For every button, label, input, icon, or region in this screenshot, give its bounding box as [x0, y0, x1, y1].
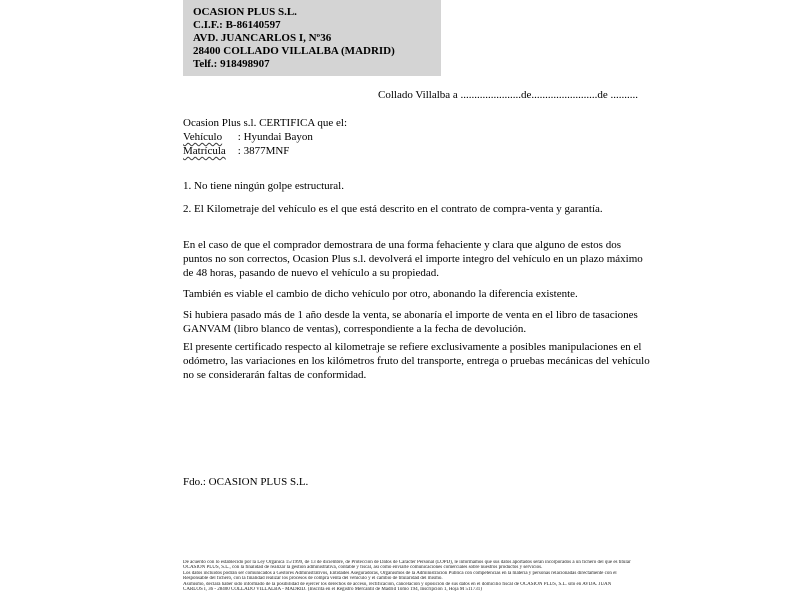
paragraph-ganvam: Si hubiera pasado más de 1 año desde la venta, se abonaría el importe de venta en el libro de tasaciones GANVAM (libro blanco de ventas), correspondiente a la fecha de devolución.	[183, 309, 638, 335]
certifies-line: Ocasion Plus s.l. CERTIFICA que el:	[183, 117, 348, 129]
phone-line: Telf.: 918498907	[193, 58, 270, 70]
plate-label: Matrícula	[183, 145, 226, 157]
legal-line: De acuerdo con lo establecido por la Ley Orgánica 15/1999, de 13 de diciembre, de Protección de Datos de Carácter Personal (LOPD), le informamos que sus datos aportados serán incorporados a un fichero del que es titular	[183, 560, 631, 565]
date-line: Collado Villalba a ......................de........................de ..........	[378, 89, 639, 101]
point-2: 2. El Kilometraje del vehículo es el que está descrito en el contrato de compra-venta y garantía.	[183, 203, 603, 215]
company-name: OCASION PLUS S.L.	[193, 6, 297, 18]
vehicle-separator: :	[237, 131, 241, 143]
vehicle-value: Hyundai Bayon	[243, 131, 313, 143]
point-1: 1. No tiene ningún golpe estructural.	[183, 180, 344, 192]
legal-fine-print	[183, 560, 797, 592]
plate-row	[183, 144, 347, 158]
plate-separator: :	[237, 145, 241, 157]
legal-line: Los datos incluidos podrán ser comunicados a Gestores Administrativos, Entidades Aseguradoras, Organismos de la Administración Pública con competencias en la materia y personas relacionadas directamente con el	[183, 570, 617, 576]
cif-line: C.I.F.: B-86140597	[193, 19, 281, 31]
paragraph-exchange: También es viable el cambio de dicho vehículo por otro, abonando la diferencia existente.	[183, 288, 578, 300]
address-line: AVD. JUANCARLOS I, Nº36	[193, 32, 332, 44]
legal-line: Responsable del fichero, con la finalidad realizar los procesos de compra venta del vehículo y el cambio de titularidad del mismo.	[183, 576, 443, 582]
legal-line: Asimismo, declara haber sido informado de la posibilidad de ejercer los derechos de acceso, rectificación, cancelación y oposición de sus datos en el domicilio fiscal de OCASIÓN PLUS, S.L. sito en AVDA. JUAN	[183, 581, 612, 587]
vehicle-label: Vehículo	[183, 131, 223, 143]
legal-line: CARLOS I, 36 - 28400 COLLADO VILLALBA - MADRID. (Inscrita en el Registro Mercantil de Madrid Tomo 194, Inscripción 1, Hoja M 511731)	[183, 587, 482, 593]
city-line: 28400 COLLADO VILLALBA (MADRID)	[193, 45, 395, 57]
letterhead-block	[183, 0, 441, 76]
paragraph-refund: En el caso de que el comprador demostrara de una forma fehaciente y clara que alguno de estos dos puntos no son correctos, Ocasion Plus s.l. devolverá el importe integro del vehículo en un plazo máximo de 48 horas, pasando de nuevo el vehículo a su propiedad.	[183, 239, 643, 279]
signature-line: Fdo.: OCASION PLUS S.L.	[183, 476, 309, 488]
plate-value: 3877MNF	[243, 145, 290, 157]
vehicle-row	[183, 130, 347, 144]
legal-line: OCASIÓN PLUS, S.L., con la finalidad de realizar la gestión administrativa, contable y fiscal, así como enviarle comunicaciones comerciales sobre nuestros productos y servicios.	[183, 565, 543, 571]
certification-block	[183, 116, 347, 158]
paragraph-odometer: El presente certificado respecto al kilometraje se refiere exclusivamente a posibles manipulaciones en el odómetro, las variaciones en los kilómetros fruto del transporte, entrega o pruebas mecánicas del vehículo no se considerarán faltas de conformidad.	[183, 341, 650, 381]
